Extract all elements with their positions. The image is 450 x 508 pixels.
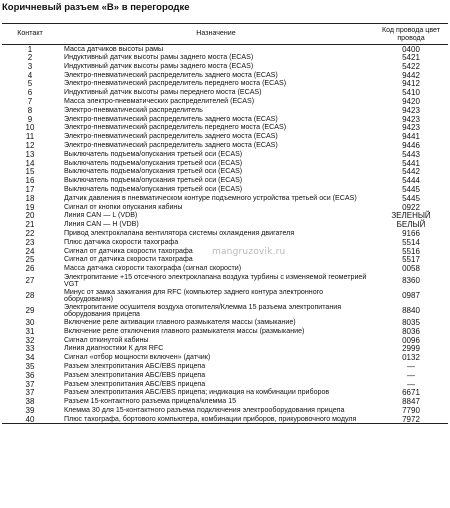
connector-table bbox=[2, 23, 448, 424]
description-cell: Электро-пневматический распределитель заднего моста (ECAS) bbox=[64, 114, 278, 123]
wire-code-cell: — bbox=[407, 379, 415, 389]
table-row bbox=[2, 273, 448, 288]
table-row bbox=[2, 194, 448, 203]
wire-code-cell: 0922 bbox=[402, 202, 420, 212]
contact-cell: 31 bbox=[25, 326, 35, 336]
description-cell: Сигнал от датчика скорости тахографа bbox=[64, 246, 193, 255]
contact-cell: 14 bbox=[25, 158, 35, 168]
description-cell: Датчик давления в пневматическом контуре подъемного устройства третьей оси (ECAS) bbox=[64, 193, 357, 202]
contact-cell: 7 bbox=[27, 97, 33, 107]
description-cell: Выключатель подъема/опускания третьей оси (ECAS) bbox=[64, 167, 243, 176]
contact-cell: 1 bbox=[27, 44, 33, 54]
description-cell: Клемма 30 для 15-контактного разъема подключения электрооборудования прицепа bbox=[64, 405, 345, 414]
wire-code-cell: 9423 bbox=[402, 123, 420, 133]
description-cell: Электропитание +15 отсечного электроклапана воздуха турбины с изменяемой геометрией VGT bbox=[64, 272, 367, 288]
table-row bbox=[2, 336, 448, 345]
table-row bbox=[2, 97, 448, 106]
contact-cell: 15 bbox=[25, 167, 35, 177]
description-cell: Разъем 15-контактного разъема прицепа/клемма 15 bbox=[64, 397, 237, 406]
contact-cell: 40 bbox=[2, 415, 58, 424]
wire-code-cell: БЕЛЫЙ bbox=[396, 220, 426, 230]
wire-code-cell: 9446 bbox=[402, 141, 420, 151]
description-cell: Электро-пневматический распределитель заднего моста (ECAS) bbox=[64, 141, 278, 150]
wire-code-cell: 5442 bbox=[402, 167, 420, 177]
contact-cell: 21 bbox=[25, 220, 35, 230]
table-row bbox=[2, 264, 448, 273]
contact-cell: 37 bbox=[25, 388, 35, 398]
wire-code-cell: — bbox=[407, 362, 415, 371]
contact-cell: 32 bbox=[25, 335, 35, 345]
description-cell: Выключатель подъема/опускания третьей оси (ECAS) bbox=[64, 185, 243, 194]
description-cell: Включение реле отключения главного размыкателя массы (размыкание) bbox=[64, 326, 305, 335]
wire-code-cell: ЗЕЛЕНЫЙ bbox=[391, 211, 431, 221]
table-row bbox=[2, 115, 448, 124]
wire-code-cell: 9166 bbox=[402, 229, 420, 239]
contact-cell: 36 bbox=[25, 370, 35, 380]
header-name: Назначение bbox=[58, 24, 374, 45]
description-cell: Электропитание осушителя воздуха отопителя/Клемма 15 разъема электропитания оборудования прицепа bbox=[64, 302, 342, 318]
table-row bbox=[2, 132, 448, 141]
table-row bbox=[2, 318, 448, 327]
table-row bbox=[2, 238, 448, 247]
table-row bbox=[2, 71, 448, 80]
description-cell: Сигнал откинутой кабины bbox=[64, 335, 149, 344]
header-code: Код провода цвет провода bbox=[374, 24, 448, 45]
table-row bbox=[2, 185, 448, 194]
wire-code-cell: 5441 bbox=[402, 158, 420, 168]
wire-code-cell: 7790 bbox=[402, 405, 420, 415]
wire-code-cell: 8360 bbox=[402, 276, 420, 286]
table-row bbox=[2, 406, 448, 415]
table-row bbox=[2, 345, 448, 354]
contact-cell: 26 bbox=[25, 264, 35, 274]
table-row bbox=[2, 397, 448, 406]
page-title: Коричневый разъем «B» в перегородке bbox=[2, 2, 190, 13]
table-row bbox=[2, 380, 448, 389]
contact-cell: 29 bbox=[25, 306, 35, 316]
description-cell: Включение реле активации главного размыкателя массы (замыкание) bbox=[64, 318, 296, 327]
description-cell: Линия CAN — L (VDB) bbox=[64, 211, 138, 220]
table-header-row bbox=[2, 24, 448, 45]
wire-code-cell: 8036 bbox=[402, 326, 420, 336]
contact-cell: 19 bbox=[25, 202, 35, 212]
description-cell: Электро-пневматический распределитель bbox=[64, 105, 203, 114]
contact-cell: 9 bbox=[27, 114, 33, 124]
description-cell: Сигнал от датчика скорости тахографа bbox=[64, 255, 193, 264]
description-cell: Разъем электропитания АБС/EBS прицепа; индикация на комбинации приборов bbox=[64, 388, 330, 397]
description-cell: Разъем электропитания АБС/EBS прицепа bbox=[64, 362, 206, 370]
wire-code-cell: 6671 bbox=[402, 388, 420, 398]
contact-cell: 39 bbox=[25, 405, 35, 415]
table-row bbox=[2, 303, 448, 318]
watermark: mangruzovik.ru bbox=[212, 247, 286, 257]
table-row bbox=[2, 389, 448, 398]
description-cell: Разъем электропитания АБС/EBS прицепа bbox=[64, 379, 206, 388]
table-row bbox=[2, 203, 448, 212]
description-cell: Разъем электропитания АБС/EBS прицепа bbox=[64, 370, 206, 379]
wire-code-cell: 5422 bbox=[402, 61, 420, 71]
description-cell: Индуктивный датчик высоты рамы заднего моста (ECAS) bbox=[64, 61, 254, 70]
contact-cell: 22 bbox=[25, 229, 35, 239]
table-row bbox=[2, 229, 448, 238]
contact-cell: 13 bbox=[25, 149, 35, 159]
wire-code-cell: 5516 bbox=[402, 246, 420, 256]
table-row bbox=[2, 141, 448, 150]
description-cell: Плюс датчика скорости тахографа bbox=[64, 237, 179, 246]
description-cell: Электро-пневматический распределитель заднего моста (ECAS) bbox=[64, 70, 278, 79]
wire-code-cell: 2999 bbox=[402, 344, 420, 354]
description-cell: Линия диагностики К для RFC bbox=[64, 344, 164, 353]
contact-cell: 12 bbox=[25, 141, 35, 151]
table-row bbox=[2, 362, 448, 371]
table-row bbox=[2, 212, 448, 221]
contact-cell: 23 bbox=[25, 237, 35, 247]
wire-code-cell: 5443 bbox=[402, 149, 420, 159]
table-row bbox=[2, 353, 448, 362]
wire-code-cell: 9441 bbox=[402, 132, 420, 142]
wire-code-cell: 9420 bbox=[402, 97, 420, 107]
table-row bbox=[2, 80, 448, 89]
contact-cell: 16 bbox=[25, 176, 35, 186]
contact-cell: 27 bbox=[25, 276, 35, 286]
wire-code-cell: 5514 bbox=[402, 237, 420, 247]
wire-code-cell: 9412 bbox=[402, 79, 420, 89]
description-cell: Сигнал «отбор мощности включен» (датчик) bbox=[64, 353, 211, 362]
wire-code-cell: 5421 bbox=[402, 53, 420, 63]
contact-cell: 38 bbox=[25, 397, 35, 407]
table-row bbox=[2, 124, 448, 133]
table-row bbox=[2, 106, 448, 115]
description-cell: Плюс тахографа, бортового компьютера, комбинации приборов, прикуровочного модуля bbox=[58, 415, 374, 424]
description-cell: Масса электро-пневматических распределителей (ECAS) bbox=[64, 97, 255, 106]
contact-cell: 8 bbox=[27, 105, 33, 115]
contact-cell: 11 bbox=[25, 132, 35, 142]
wire-code-cell: — bbox=[407, 370, 415, 380]
description-cell: Электро-пневматический распределитель заднего моста (ECAS) bbox=[64, 132, 278, 141]
contact-cell: 35 bbox=[25, 362, 35, 371]
contact-cell: 5 bbox=[27, 79, 33, 89]
contact-cell: 17 bbox=[25, 185, 35, 195]
wire-code-cell: 5410 bbox=[402, 88, 420, 98]
table-row bbox=[2, 220, 448, 229]
description-cell: Электро-пневматический распределитель переднего моста (ECAS) bbox=[64, 79, 287, 88]
table-row bbox=[2, 45, 448, 54]
wire-code-cell: 5445 bbox=[402, 193, 420, 203]
description-cell: Привод электроклапана вентилятора системы охлаждения двигателя bbox=[64, 229, 295, 238]
wire-code-cell: 5517 bbox=[402, 255, 420, 265]
contact-cell: 34 bbox=[25, 353, 35, 363]
wire-code-cell: 9423 bbox=[402, 114, 420, 124]
contact-cell: 10 bbox=[25, 123, 35, 133]
wire-code-cell: 7972 bbox=[374, 415, 448, 424]
description-cell: Электро-пневматический распределитель переднего моста (ECAS) bbox=[64, 123, 287, 132]
contact-cell: 25 bbox=[25, 255, 35, 265]
wire-code-cell: 0058 bbox=[402, 264, 420, 274]
wire-code-cell: 0987 bbox=[402, 291, 420, 301]
table-row bbox=[2, 168, 448, 177]
description-cell: Масса датчиков высоты рамы bbox=[64, 44, 164, 53]
table-row bbox=[2, 415, 448, 424]
table-row bbox=[2, 53, 448, 62]
description-cell: Индуктивный датчик высоты рамы заднего моста (ECAS) bbox=[64, 53, 254, 62]
description-cell: Выключатель подъема/опускания третьей оси (ECAS) bbox=[64, 158, 243, 167]
contact-cell: 4 bbox=[27, 70, 33, 80]
wire-code-cell: 9442 bbox=[402, 70, 420, 80]
table-row bbox=[2, 159, 448, 168]
table-row bbox=[2, 88, 448, 97]
wire-code-cell: 8847 bbox=[402, 397, 420, 407]
contact-cell: 6 bbox=[27, 88, 33, 98]
wire-code-cell: 0400 bbox=[402, 44, 420, 54]
description-cell: Выключатель подъема/опускания третьей оси (ECAS) bbox=[64, 176, 243, 185]
contact-cell: 2 bbox=[27, 53, 33, 63]
contact-cell: 37 bbox=[25, 379, 35, 389]
contact-cell: 3 bbox=[27, 61, 33, 71]
contact-cell: 20 bbox=[25, 211, 35, 221]
wire-code-cell: 9423 bbox=[402, 105, 420, 115]
contact-cell: 33 bbox=[25, 344, 35, 354]
wire-code-cell: 5445 bbox=[402, 185, 420, 195]
table-row bbox=[2, 288, 448, 303]
contact-cell: 30 bbox=[25, 318, 35, 328]
table-row bbox=[2, 327, 448, 336]
description-cell: Индуктивный датчик высоты рамы переднего моста (ECAS) bbox=[64, 88, 262, 97]
header-contact: Контакт bbox=[2, 24, 58, 45]
description-cell: Минус от замка зажигания для RFC (компьютер заднего контура электронного оборудования) bbox=[64, 287, 324, 303]
table-row bbox=[2, 371, 448, 380]
contact-cell: 28 bbox=[25, 291, 35, 301]
description-cell: Выключатель подъема/опускания третьей оси (ECAS) bbox=[64, 149, 243, 158]
table-row bbox=[2, 176, 448, 185]
description-cell: Линия CAN — H (VDB) bbox=[64, 220, 139, 229]
table-row bbox=[2, 150, 448, 159]
contact-cell: 18 bbox=[25, 193, 35, 203]
description-cell: Масса датчика скорости тахографа (сигнал скорости) bbox=[64, 264, 242, 273]
wire-code-cell: 8035 bbox=[402, 318, 420, 328]
wire-code-cell: 5444 bbox=[402, 176, 420, 186]
wire-code-cell: 0096 bbox=[402, 335, 420, 345]
wire-code-cell: 0132 bbox=[402, 353, 420, 363]
wire-code-cell: 8840 bbox=[402, 306, 420, 316]
contact-cell: 24 bbox=[25, 246, 35, 256]
description-cell: Сигнал от кнопки опускания кабины bbox=[64, 202, 183, 211]
table-row bbox=[2, 62, 448, 71]
